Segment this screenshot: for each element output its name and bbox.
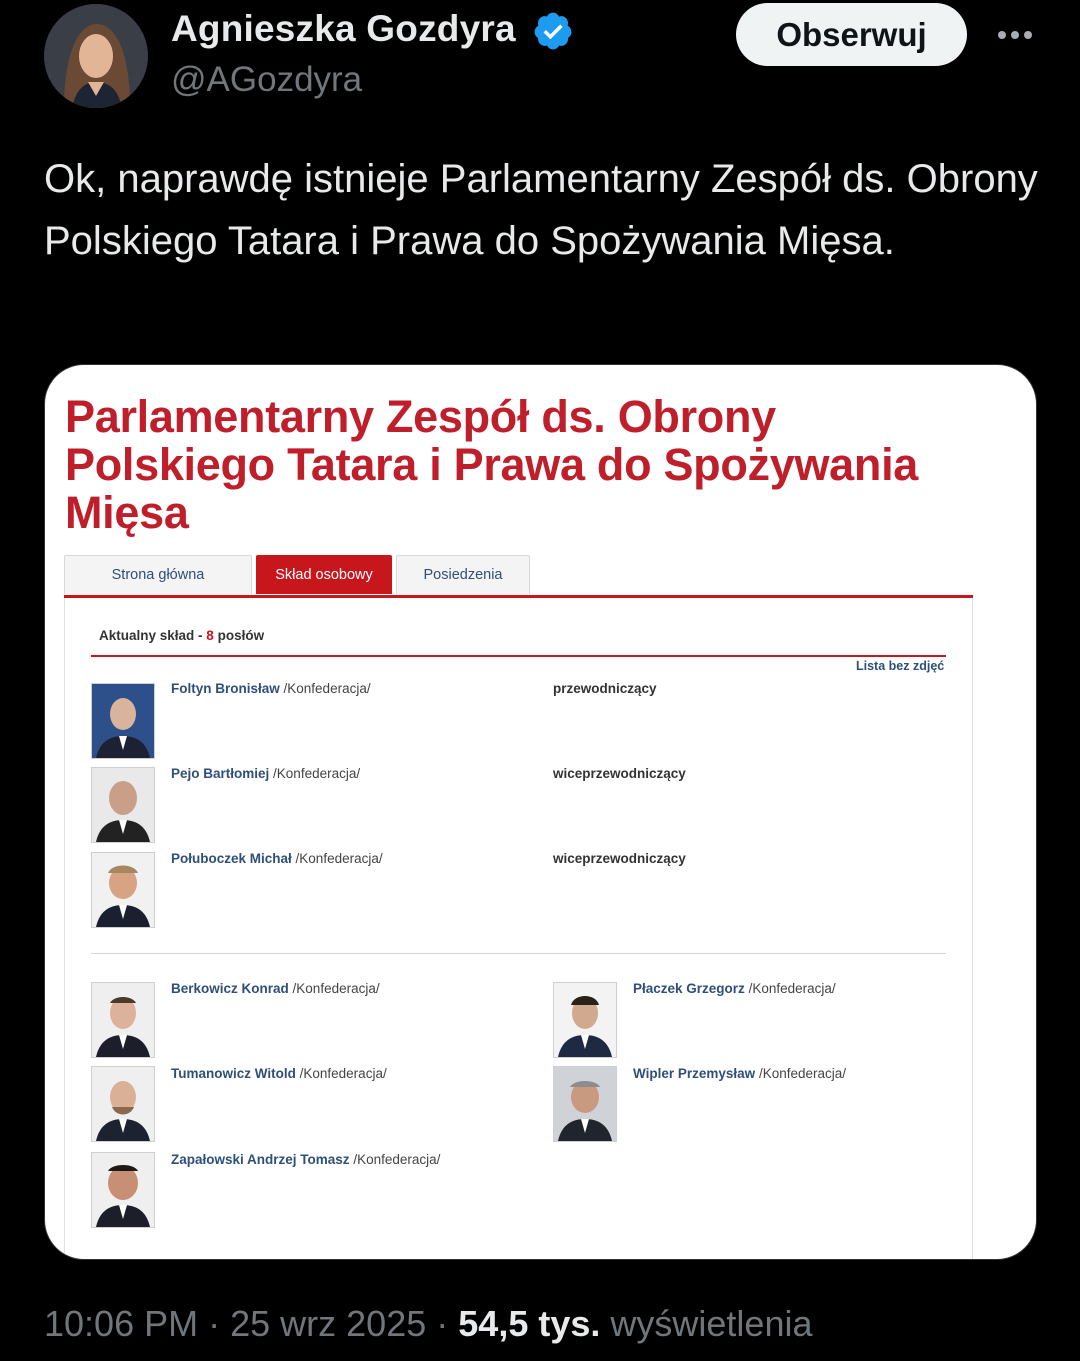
member-role: wiceprzewodniczący [553, 766, 686, 781]
member-photo [91, 1152, 155, 1228]
member-photo [91, 683, 155, 759]
views-count: 54,5 tys. [458, 1303, 601, 1344]
meta-separator: · [208, 1303, 221, 1344]
tab-sklad-osobowy[interactable]: Skład osobowy [256, 555, 392, 594]
author-avatar[interactable] [44, 4, 148, 108]
member-name[interactable]: Foltyn Bronisław /Konfederacja/ [171, 681, 371, 696]
views-label: wyświetlenia [610, 1303, 813, 1344]
meta-separator: · [436, 1303, 449, 1344]
follow-button[interactable]: Obserwuj [736, 3, 967, 66]
member-role: wiceprzewodniczący [553, 851, 686, 866]
member-name[interactable]: Wipler Przemysław /Konfederacja/ [633, 1066, 847, 1081]
composition-label: Aktualny skład - [99, 628, 203, 643]
verified-badge-icon [532, 10, 574, 52]
composition-divider [91, 655, 946, 657]
embedded-page-title: Parlamentarny Zespół ds. Obrony Polskiego Tatara i Prawa do Spożywania Mięsa [65, 391, 919, 538]
member-photo [91, 767, 155, 843]
member-name[interactable]: Berkowicz Konrad /Konfederacja/ [171, 981, 380, 996]
member-name[interactable]: Tumanowicz Witold /Konfederacja/ [171, 1066, 387, 1081]
member-photo [553, 982, 617, 1058]
author-name[interactable]: Agnieszka Gozdyra [171, 8, 516, 49]
tab-posiedzenia[interactable]: Posiedzenia [396, 555, 530, 594]
embedded-tabs [64, 555, 534, 595]
composition-summary [99, 628, 264, 643]
member-photo [91, 1066, 155, 1142]
tweet-time[interactable]: 10:06 PM [44, 1303, 199, 1344]
member-photo [91, 852, 155, 928]
member-name[interactable]: Płaczek Grzegorz /Konfederacja/ [633, 981, 836, 996]
list-without-photos-link[interactable]: Lista bez zdjęć [856, 659, 945, 673]
author-handle[interactable]: @AGozdyra [171, 60, 363, 99]
member-photo [91, 982, 155, 1058]
member-name[interactable]: Pejo Bartłomiej /Konfederacja/ [171, 766, 361, 781]
member-photo [553, 1066, 617, 1142]
more-options-icon[interactable] [990, 18, 1040, 52]
member-name[interactable]: Połuboczek Michał /Konfederacja/ [171, 851, 383, 866]
avatar-portrait-icon [44, 4, 148, 108]
section-divider [91, 953, 946, 954]
tweet-media-image[interactable] [44, 364, 1037, 1260]
member-role: przewodniczący [553, 681, 657, 696]
composition-unit: posłów [217, 628, 265, 643]
member-name[interactable]: Zapałowski Andrzej Tomasz /Konfederacja/ [171, 1152, 441, 1167]
composition-count: 8 [206, 628, 214, 643]
tweet-meta [44, 1303, 812, 1345]
tweet-text: Ok, naprawdę istnieje Parlamentarny Zespół ds. Obrony Polskiego Tatara i Prawa do Spożywania Mięsa. [44, 157, 1038, 263]
tab-strona-glowna[interactable]: Strona główna [64, 555, 252, 594]
tweet-date[interactable]: 25 wrz 2025 [230, 1303, 427, 1344]
